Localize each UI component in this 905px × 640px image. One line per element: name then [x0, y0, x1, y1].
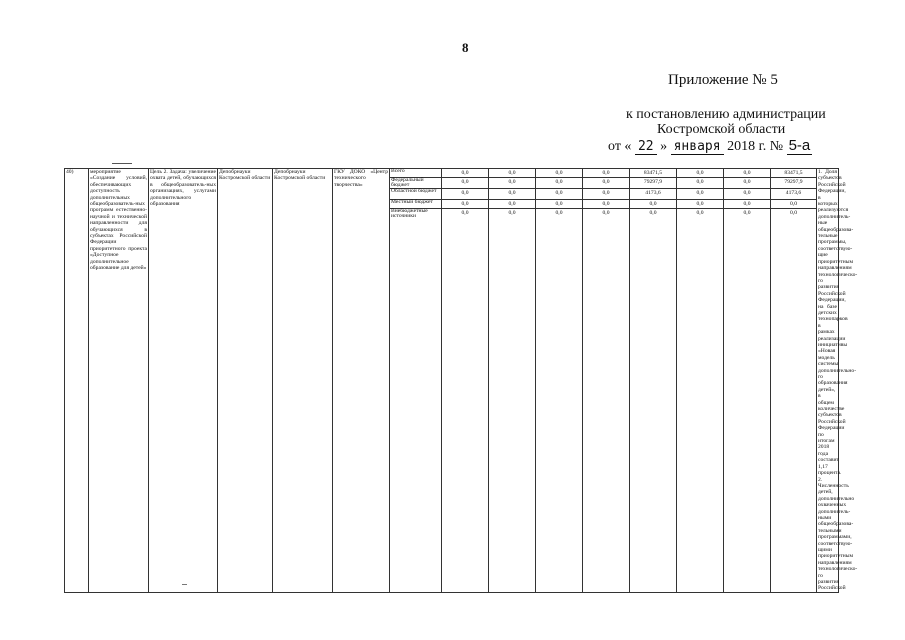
resolution-line: к постановлению администрации	[626, 107, 826, 122]
value-cell: 0,0	[771, 200, 816, 209]
value-column	[583, 169, 630, 593]
value-column	[677, 169, 724, 593]
value-cell: 0,0	[724, 178, 770, 189]
value-cell: 0,0	[536, 178, 582, 189]
value-cell: 0,0	[583, 169, 629, 178]
value-cell: 0,0	[583, 178, 629, 189]
value-cell: 79297,9	[771, 178, 816, 189]
value-cell: 79297,9	[630, 178, 676, 189]
value-cell: 0,0	[508, 210, 516, 216]
row-number: 40)	[65, 169, 89, 593]
source-local: Местный бюджет	[390, 200, 441, 209]
date-month: января	[671, 139, 724, 155]
funding-sources-cell	[390, 169, 442, 593]
value-cell: 0,0	[583, 189, 629, 200]
value-cell: 0,0	[677, 178, 723, 189]
value-cell: 0,0	[442, 169, 488, 178]
indicators-cell: 1. Доля субъектов Российской Федерации, в которых реализуются дополнитель-ные общеобразова-тельные программы, соответствую-щие приоритетным направлениям технологическо-го развития Российской Федерации, на базе детских технопарков в рамках реализации инициативы «Новая модель системы дополнительно-го образования детей», в общем количестве субъектов Российской Федерации по итогам 2018 года составит 1,17 процента. 2. Численность детей, дополнительно охваченных дополнитель-ными общеобразова-тельными программами, соответствую-щими приоритетным направлениям технологическо-го развития Российской	[818, 169, 858, 592]
value-cell: 0,0	[696, 210, 704, 216]
value-cell: 0,0	[583, 200, 629, 209]
value-cell: 0,0	[489, 169, 535, 178]
value-cell: 0,0	[790, 210, 797, 216]
table-row	[65, 169, 839, 593]
value-cell: 0,0	[442, 200, 488, 209]
value-cell: 0,0	[649, 210, 657, 216]
value-cell: 83471,5	[630, 169, 676, 178]
responsible-cell-2: Депобрнауки Костромской области	[273, 169, 333, 593]
value-cell: 0,0	[489, 189, 535, 200]
responsible-cell-1: Депобрнауки Костромской области	[218, 169, 273, 593]
date-day: 22	[635, 139, 657, 155]
page-number: 8	[462, 40, 469, 55]
goal-cell: Цель 2. Задача: увеличение охвата детей, обучающихся в общеобразователь-ных организациях, услугами дополнительного образования	[149, 169, 218, 593]
value-cell: 0,0	[677, 169, 723, 178]
value-cell: 0,0	[677, 189, 723, 200]
date-prefix: от «	[608, 139, 632, 154]
scan-mark	[112, 163, 132, 164]
value-cell: 0,0	[461, 210, 469, 216]
date-line	[608, 137, 812, 155]
measure-cell: мероприятие «Создание условий, обеспечивающих доступность дополнительных общеобразователь-ных программ естественно-научной и технической направленности для обучающихся в субъектах Российской Федерации приоритетного проекта «Доступное дополнительное образование для детей»	[89, 169, 149, 593]
value-cell: 0,0	[724, 189, 770, 200]
value-cell: 0,0	[536, 200, 582, 209]
value-cell: 83471,5	[771, 169, 816, 178]
document-number: 5-а	[788, 137, 811, 154]
value-cell: 4173,6	[771, 189, 816, 200]
source-regional: Областной бюджет	[390, 189, 441, 200]
value-cell: 0,0	[555, 210, 563, 216]
value-cell: 0,0	[489, 178, 535, 189]
source-total: Всего	[390, 169, 441, 178]
value-column	[771, 169, 817, 593]
value-cell: 0,0	[536, 189, 582, 200]
date-mid: »	[660, 139, 668, 154]
value-cell: 0,0	[602, 210, 610, 216]
scan-mark	[182, 584, 187, 585]
source-federal: Федеральный бюджет	[390, 178, 441, 189]
value-column	[724, 169, 771, 593]
executor-cell: ГКУ ДОКО «Центр технического творчества»	[333, 169, 390, 593]
value-cell: 4173,6	[630, 189, 676, 200]
value-cell: 0,0	[442, 189, 488, 200]
value-cell: 0,0	[442, 178, 488, 189]
value-cell: 0,0	[724, 169, 770, 178]
value-cell: 0,0	[536, 169, 582, 178]
value-cell: 0,0	[677, 200, 723, 209]
value-column	[442, 169, 489, 593]
value-column	[536, 169, 583, 593]
value-column	[489, 169, 536, 593]
source-extrabudgetary: Внебюджетные источники	[391, 208, 428, 219]
measures-table	[64, 168, 858, 593]
value-cell: 0,0	[724, 200, 770, 209]
appendix-title: Приложение № 5	[668, 72, 778, 88]
value-cell: 0,0	[489, 200, 535, 209]
date-year: 2018 г. №	[727, 139, 784, 154]
value-cell: 0,0	[743, 210, 751, 216]
value-column	[630, 169, 677, 593]
value-cell: 0,0	[630, 200, 676, 209]
region-line: Костромской области	[657, 122, 786, 137]
